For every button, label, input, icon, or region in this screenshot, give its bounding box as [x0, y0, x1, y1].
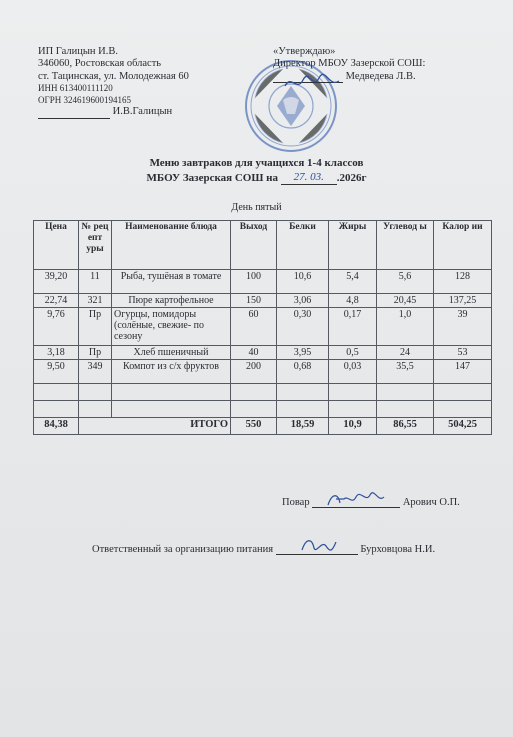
responsible-signature-line [92, 542, 435, 555]
total-output: 550 [231, 418, 277, 435]
cook-name: Арович О.П. [402, 497, 460, 508]
cell-fats: 0,03 [329, 360, 377, 384]
director-signature-scrawl [283, 72, 341, 94]
table-row [34, 270, 492, 294]
cell-recipe: 11 [79, 270, 112, 294]
company-ogrn: ОГРН 324619600194165 [38, 94, 131, 105]
table-row [34, 346, 492, 360]
col-header-carbs: Углевод ы [377, 221, 434, 270]
cell-calories: 147 [434, 360, 492, 384]
company-name: ИП Галицын И.В. [38, 46, 118, 57]
cell-proteins: 3,06 [277, 294, 329, 308]
cook-label: Повар [282, 497, 310, 508]
cell-carbs: 5,6 [377, 270, 434, 294]
table-row-empty [34, 384, 492, 401]
cell-dish: Компот из с/х фруктов [112, 360, 231, 384]
cell-dish: Пюре картофельное [112, 294, 231, 308]
cell-fats: 4,8 [329, 294, 377, 308]
table-row [34, 294, 492, 308]
menu-table [33, 220, 492, 435]
responsible-name: Бурховцова Н.И. [360, 544, 436, 555]
table-row-empty [34, 401, 492, 418]
company-address: ст. Тацинская, ул. Молодежная 60 [38, 70, 189, 82]
cook-signature-line [282, 495, 460, 508]
menu-title-line1: Меню завтраков для учащихся 1-4 классов [149, 157, 364, 169]
cell-price: 9,50 [34, 360, 79, 384]
director-name: Медведева Л.В. [345, 70, 416, 82]
total-carbs: 86,55 [377, 418, 434, 435]
cell-recipe: 349 [79, 360, 112, 384]
cell-dish: Хлеб пшеничный [112, 346, 231, 360]
table-total-row [34, 418, 492, 435]
cell-proteins: 0,68 [277, 360, 329, 384]
company-inn: ИНН 613400111120 [38, 83, 113, 94]
day-label: День пятый [231, 202, 282, 213]
table-row [34, 360, 492, 384]
col-header-proteins: Белки [277, 221, 329, 270]
cell-fats: 5,4 [329, 270, 377, 294]
cell-carbs: 20,45 [377, 294, 434, 308]
cell-carbs: 1,0 [377, 308, 434, 346]
total-price: 84,38 [34, 418, 79, 435]
cell-output: 40 [231, 346, 277, 360]
header-right [273, 46, 425, 83]
cook-signature-blank [312, 495, 400, 508]
cell-dish: Рыба, тушёная в томате [112, 270, 231, 294]
company-region: 346060, Ростовская область [38, 58, 162, 70]
cell-carbs: 24 [377, 346, 434, 360]
cell-output: 100 [231, 270, 277, 294]
cell-proteins: 3,95 [277, 346, 329, 360]
col-header-dish: Наименование блюда [112, 221, 231, 270]
cell-calories: 53 [434, 346, 492, 360]
approval-signature-line [273, 71, 425, 83]
table-header-row [34, 221, 492, 270]
menu-title-line2 [0, 171, 513, 185]
cell-proteins: 10,6 [277, 270, 329, 294]
total-proteins: 18,59 [277, 418, 329, 435]
company-signature-name: И.В.Галицын [112, 106, 173, 118]
cell-calories: 39 [434, 308, 492, 346]
col-header-calories: Калор ии [434, 221, 492, 270]
cook-signature-scrawl [326, 489, 386, 509]
responsible-signature-blank [276, 542, 358, 555]
col-header-price: Цена [34, 221, 79, 270]
menu-date-handwritten: 27. 03. [281, 171, 337, 185]
cell-carbs: 35,5 [377, 360, 434, 384]
company-signature-line [38, 106, 189, 118]
cell-recipe: Пр [79, 308, 112, 346]
director-signature-blank [273, 82, 343, 83]
cell-output: 200 [231, 360, 277, 384]
col-header-output: Выход [231, 221, 277, 270]
total-fats: 10,9 [329, 418, 377, 435]
cell-output: 60 [231, 308, 277, 346]
cell-price: 3,18 [34, 346, 79, 360]
approval-position: Директор МБОУ Зазерской СОШ: [273, 58, 426, 70]
approval-label: «Утверждаю» [273, 46, 336, 57]
cell-fats: 0,5 [329, 346, 377, 360]
cell-recipe: Пр [79, 346, 112, 360]
header-left [38, 46, 189, 119]
cell-output: 150 [231, 294, 277, 308]
cell-calories: 128 [434, 270, 492, 294]
signature-blank [38, 118, 110, 119]
col-header-fats: Жиры [329, 221, 377, 270]
menu-title-prefix: МБОУ Зазерская СОШ на [146, 172, 278, 184]
cell-price: 22,74 [34, 294, 79, 308]
cell-proteins: 0,30 [277, 308, 329, 346]
total-label: ИТОГО [79, 418, 231, 435]
cell-price: 9,76 [34, 308, 79, 346]
cell-calories: 137,25 [434, 294, 492, 308]
table-row [34, 308, 492, 346]
menu-title-suffix: .2026г [336, 172, 367, 184]
cell-fats: 0,17 [329, 308, 377, 346]
responsible-signature-scrawl [298, 536, 338, 556]
cell-recipe: 321 [79, 294, 112, 308]
col-header-recipe: № рец епт уры [79, 221, 112, 270]
total-calories: 504,25 [434, 418, 492, 435]
responsible-label: Ответственный за организацию питания [92, 544, 274, 555]
cell-price: 39,20 [34, 270, 79, 294]
cell-dish: Огурцы, помидоры (солёные, свежие- по сезону [112, 308, 231, 346]
